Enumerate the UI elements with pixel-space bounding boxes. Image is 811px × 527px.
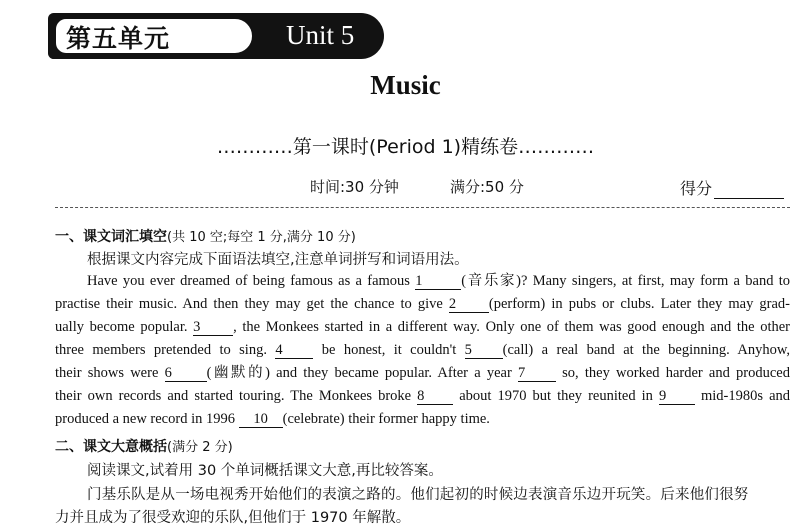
section1-heading-row	[55, 226, 356, 246]
passage-text: ually become popular.	[55, 319, 194, 335]
section-divider	[55, 207, 790, 208]
summary-line-2: 力并且成为了很受欢迎的乐队,但他们于 1970 年解散。	[55, 510, 411, 526]
passage-line	[55, 293, 790, 316]
passage-text: about 1970 but they reunited in	[453, 388, 659, 404]
section2-note: (满分 2 分)	[167, 440, 233, 455]
unit-banner	[48, 13, 384, 59]
passage-text: produced a new record in 1996	[55, 411, 239, 427]
passage-line	[55, 385, 790, 408]
unit-english-label: Unit 5	[286, 20, 355, 50]
passage-line	[55, 316, 790, 339]
section1-heading: 一、课文词汇填空	[55, 229, 167, 245]
passage-text: be honest, it couldn't	[313, 342, 465, 358]
answer-blank-10[interactable]: 10	[239, 412, 283, 428]
answer-blank-5[interactable]: 5	[465, 343, 503, 359]
section2-heading: 二、课文大意概括	[55, 439, 167, 455]
answer-blank-7[interactable]: 7	[518, 366, 556, 382]
passage-text: so, they worked harder and produced	[555, 365, 790, 381]
answer-blank-6[interactable]: 6	[165, 366, 207, 382]
full-score: 满分:50 分	[450, 178, 524, 196]
passage-text: , the Monkees started in a different way. Only one of them was good enough and the other	[233, 319, 790, 335]
unit-chinese-label: 第五单元	[66, 24, 171, 53]
answer-blank-9[interactable]: 9	[659, 389, 695, 405]
section2-instruction: 阅读课文,试着用 30 个单词概括课文大意,再比较答案。	[87, 463, 443, 479]
page-title: Music	[370, 70, 441, 100]
passage-text: practise their music. And then they may get the chance to give	[55, 296, 449, 312]
passage-line	[87, 270, 790, 293]
answer-blank-4[interactable]: 4	[275, 343, 313, 359]
lesson-subtitle: …………第一课时(Period 1)精练卷…………	[216, 136, 595, 158]
score-label: 得分	[680, 179, 713, 198]
time-limit: 时间:30 分钟	[310, 178, 399, 196]
score-field	[680, 176, 784, 199]
passage-text: (perform) in pubs or clubs. Later they may grad-	[488, 296, 790, 312]
passage-text: mid-1980s and	[694, 388, 791, 404]
section1-note: (共 10 空;每空 1 分,满分 10 分)	[167, 230, 356, 245]
answer-blank-3[interactable]: 3	[193, 320, 233, 336]
passage-text: (celebrate) their former happy time.	[282, 411, 490, 427]
passage-text: their shows were	[55, 365, 165, 381]
passage-text: (call) a real band at the beginning. Anyhow,	[502, 342, 790, 358]
answer-blank-2[interactable]: 2	[449, 297, 489, 313]
passage-text: their own records and started touring. The Monkees broke	[55, 388, 418, 404]
passage-line	[55, 339, 790, 362]
cloze-passage	[55, 270, 790, 435]
answer-blank-1[interactable]: 1	[415, 274, 461, 290]
section2-heading-row	[55, 436, 233, 456]
passage-line	[55, 408, 490, 431]
score-blank[interactable]	[714, 182, 784, 199]
passage-text: Have you ever dreamed of being famous as a famous	[87, 273, 416, 289]
answer-blank-8[interactable]: 8	[417, 389, 453, 405]
passage-line	[55, 362, 790, 385]
summary-line-1: 门基乐队是从一场电视秀开始他们的表演之路的。他们起初的时候边表演音乐边开玩笑。后来他们很努	[87, 487, 749, 503]
passage-text: three members pretended to sing.	[55, 342, 276, 358]
section1-instruction: 根据课文内容完成下面语法填空,注意单词拼写和词语用法。	[87, 252, 469, 268]
passage-text: (幽默的) and they became popular. After a year	[206, 365, 518, 381]
passage-text: (音乐家)? Many singers, at first, may form a band to	[461, 273, 791, 289]
